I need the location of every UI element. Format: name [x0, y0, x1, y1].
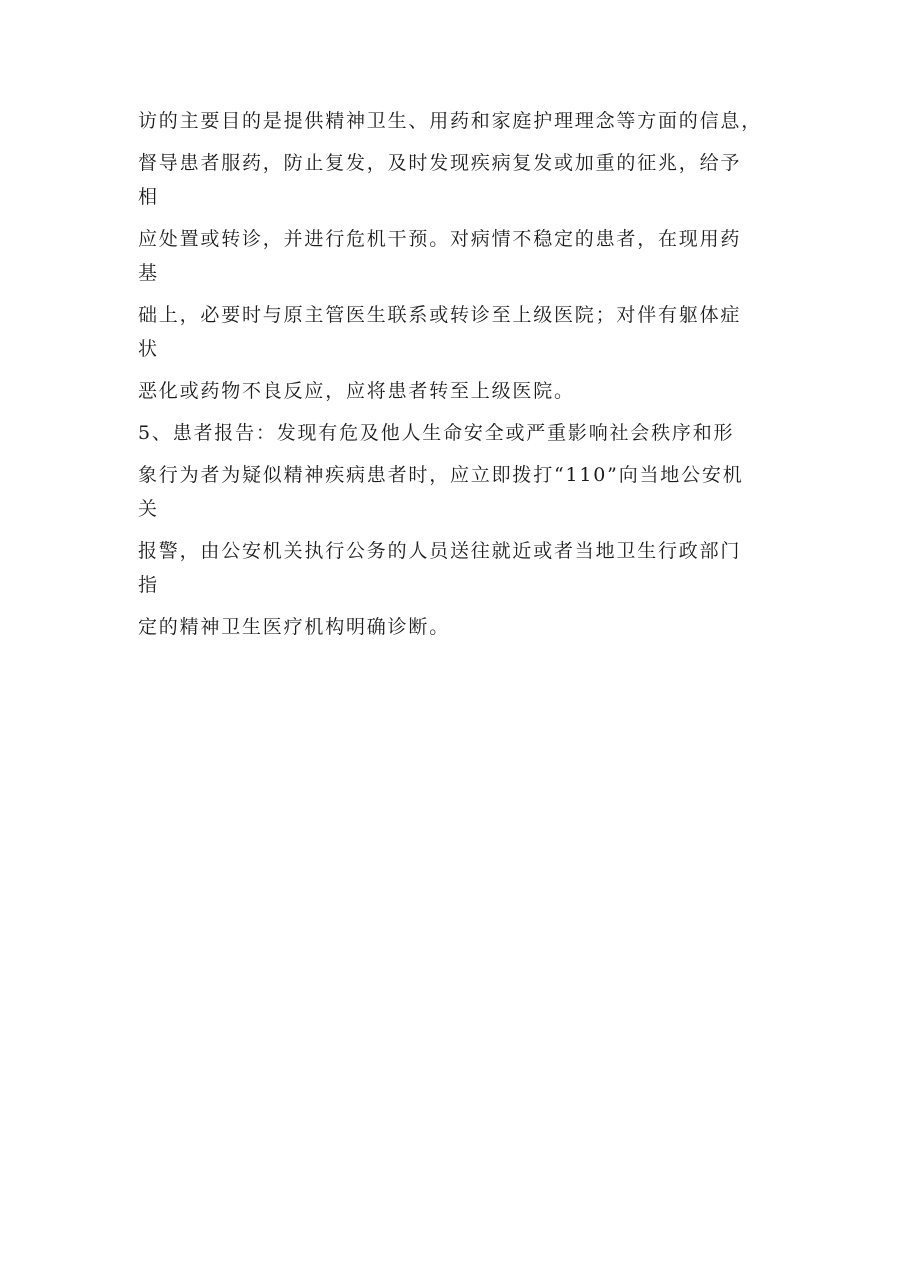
- paragraph-line-8: 报警，由公安机关执行公务的人员送往就近或者当地卫生行政部门 指: [138, 540, 742, 596]
- paragraph-line-6: 5、患者报告：发现有危及他人生命安全或严重影响社会秩序和形: [138, 422, 735, 444]
- paragraph-line-7: 象行为者为疑似精神疾病患者时，应立即拨打“110”向当地公安机 关: [138, 464, 744, 520]
- paragraph-line-1: 访的主要目的是提供精神卫生、用药和家庭护理理念等方面的信息，: [138, 110, 763, 132]
- paragraph-line-4: 础上，必要时与原主管医生联系或转诊至上级医院；对伴有躯体症 状: [138, 304, 742, 360]
- document-body: [138, 104, 778, 652]
- paragraph-line-2: 督导患者服药，防止复发，及时发现疾病复发或加重的征兆，给予 相: [138, 152, 742, 208]
- paragraph-line-9: 定的精神卫生医疗机构明确诊断。: [138, 616, 451, 638]
- paragraph-line-3: 应处置或转诊，并进行危机干预。对病情不稳定的患者，在现用药 基: [138, 228, 742, 284]
- paragraph-line-5: 恶化或药物不良反应，应将患者转至上级医院。: [138, 380, 575, 402]
